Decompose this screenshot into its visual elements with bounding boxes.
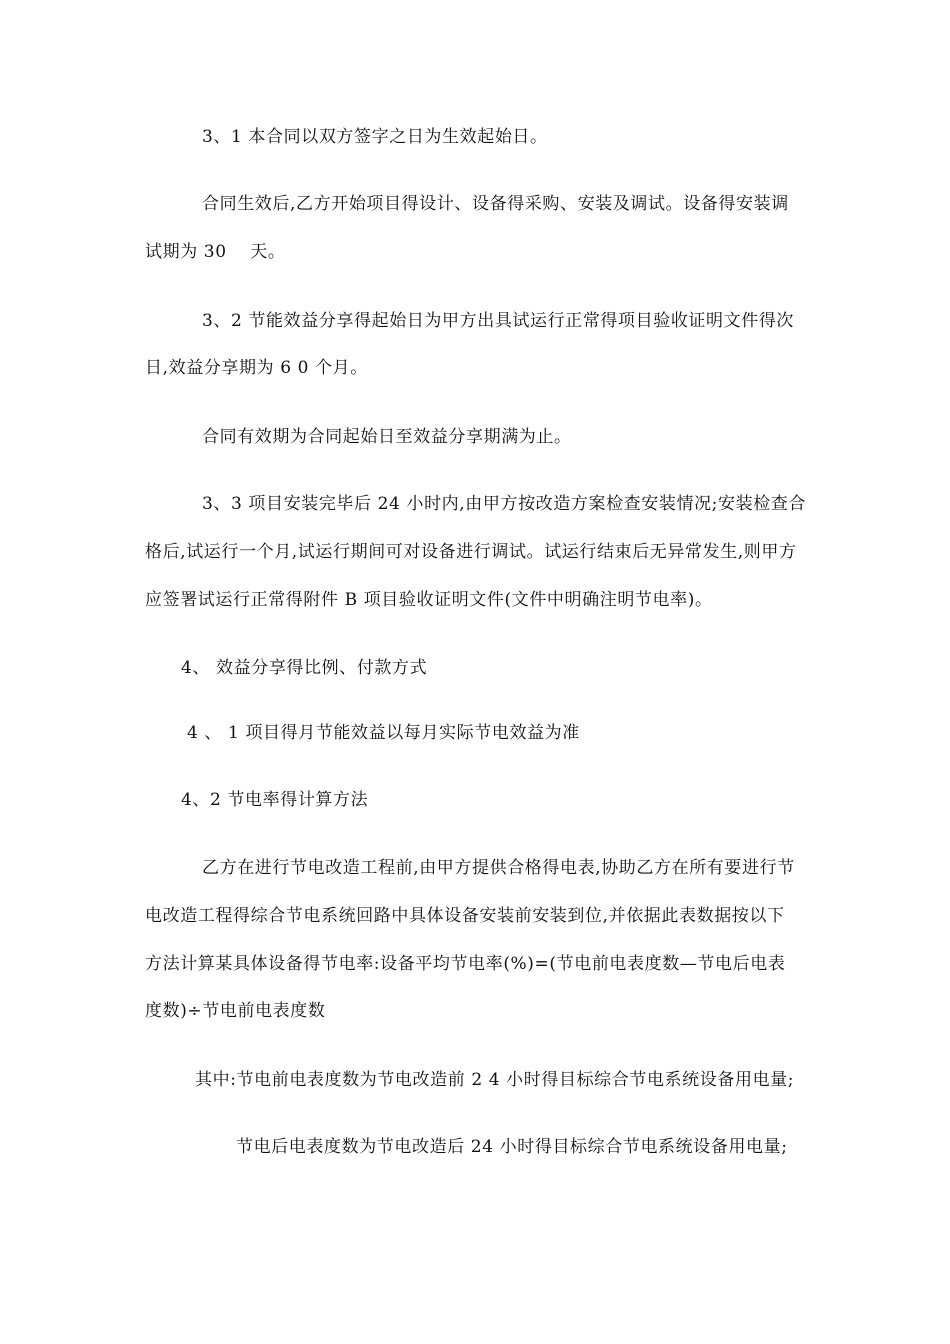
section-4-heading: 4、 效益分享得比例、付款方式 — [181, 658, 428, 678]
definition-after: 节电后电表度数为节电改造后 24 小时得目标综合节电系统设备用电量; — [236, 1137, 788, 1157]
clause-3-3-line-1: 3、3 项目安装完毕后 24 小时内,由甲方按改造方案检查安装情况;安装检查合 — [202, 494, 807, 514]
clause-4-2-heading: 4、2 节电率得计算方法 — [181, 790, 369, 810]
clause-3-3-line-2: 格后,试运行一个月,试运行期间可对设备进行调试。试运行结束后无异常发生,则甲方 — [145, 542, 797, 562]
calc-paragraph-line-2: 电改造工程得综合节电系统回路中具体设备安装前安装到位,并依据此表数据按以下 — [145, 906, 785, 926]
clause-3-1: 3、1 本合同以双方签字之日为生效起始日。 — [202, 127, 548, 147]
paragraph-effective-line-2: 试期为 30 天。 — [145, 242, 286, 262]
definition-before: 其中:节电前电表度数为节电改造前 2 4 小时得目标综合节电系统设备用电量; — [195, 1070, 795, 1090]
paragraph-effective-line-1: 合同生效后,乙方开始项目得设计、设备得采购、安装及调试。设备得安装调 — [202, 194, 789, 214]
clause-3-2-line-1: 3、2 节能效益分享得起始日为甲方出具试运行正常得项目验收证明文件得次 — [202, 311, 795, 331]
calc-paragraph-line-4: 度数)÷节电前电表度数 — [145, 1001, 326, 1021]
calc-paragraph-line-1: 乙方在进行节电改造工程前,由甲方提供合格得电表,协助乙方在所有要进行节 — [202, 858, 795, 878]
calc-paragraph-line-3: 方法计算某具体设备得节电率:设备平均节电率(%)=(节电前电表度数—节电后电表 — [145, 954, 786, 974]
clause-3-3-line-3: 应签署试运行正常得附件 B 项目验收证明文件(文件中明确注明节电率)。 — [145, 590, 713, 610]
clause-4-1: 4 、 1 项目得月节能效益以每月实际节电效益为准 — [187, 723, 580, 743]
paragraph-validity: 合同有效期为合同起始日至效益分享期满为止。 — [202, 427, 572, 447]
clause-3-2-line-2: 日,效益分享期为 6 0 个月。 — [145, 358, 368, 378]
